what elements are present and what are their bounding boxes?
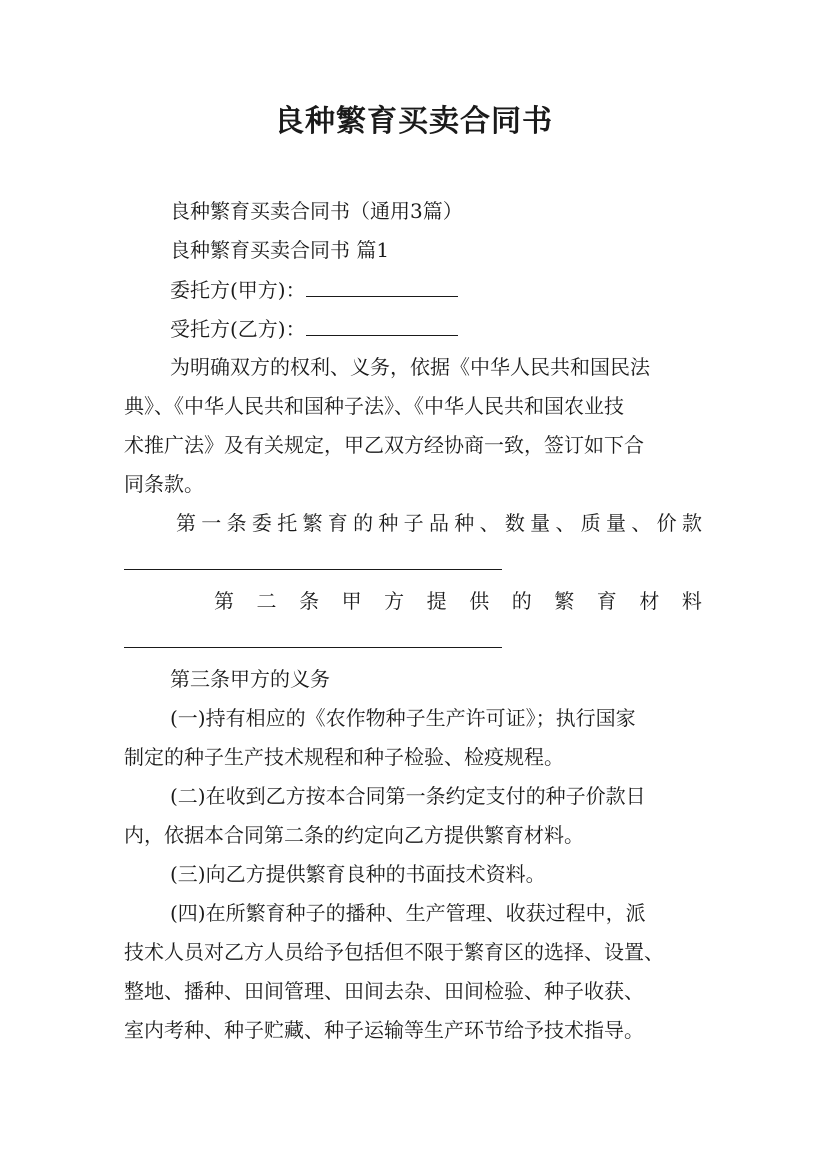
heading-char: 供 [469,589,490,613]
heading-char: 的 [511,589,532,613]
heading-char: 、 [479,511,500,535]
party-b-blank [306,313,458,336]
heading-char: 数 [504,511,525,535]
heading-char: 料 [681,589,702,613]
heading-char: 品 [428,511,449,535]
heading-char: 子 [403,511,424,535]
heading-char: 托 [277,511,298,535]
heading-char: 材 [639,589,660,613]
clause-line: (三)向乙方提供繁育良种的书面技术资料。 [170,862,546,886]
heading-char: 方 [384,589,405,613]
heading-char: 提 [426,589,447,613]
heading-char: 二 [256,589,277,613]
subtitle-line: 良种繁育买卖合同书（通用3篇） [170,199,463,223]
heading-char: 第 [176,511,196,535]
heading-char: 条 [299,589,320,613]
article-1-heading [176,508,702,538]
article-3-heading: 第三条甲方的义务 [170,667,330,691]
heading-char: 育 [327,511,348,535]
heading-char: 量 [530,511,551,535]
heading-char: 量 [606,511,627,535]
heading-char: 条 [226,511,247,535]
paragraph-line: 术推广法》及有关规定，甲乙双方经协商一致，签订如下合 [124,433,644,457]
party-a-blank [306,274,458,297]
party-b-label: 受托方(乙方)： [170,317,306,341]
clause-line: 内，依据本合同第二条的约定向乙方提供繁育材料。 [124,823,584,847]
heading-char: 、 [631,511,652,535]
clause-line: (二)在收到乙方按本合同第一条约定支付的种子价款日 [170,784,646,808]
paragraph-line: 为明确双方的权利、义务，依据《中华人民共和国民法 [170,355,650,379]
clause-line: (四)在所繁育种子的播种、生产管理、收获过程中，派 [170,901,646,925]
heading-char: 的 [353,511,374,535]
clause-line: 制定的种子生产技术规程和种子检验、检疫规程。 [124,745,564,769]
clause-line: 室内考种、种子贮藏、种子运输等生产环节给予技术指导。 [124,1018,644,1042]
heading-char: 质 [580,511,601,535]
heading-char: 一 [201,511,222,535]
party-a-line [170,274,714,305]
clause-line: 整地、播种、田间管理、田间去杂、田间检验、种子收获、 [124,979,644,1003]
paragraph-line: 典》、《中华人民共和国种子法》、《中华人民共和国农业技 [124,394,624,418]
heading-char: 款 [681,511,702,535]
clause-line: (一)持有相应的《农作物种子生产许可证》；执行国家 [170,706,636,730]
heading-char: 价 [656,511,677,535]
heading-char: 、 [555,511,576,535]
heading-char: 繁 [554,589,575,613]
article-2-blank [124,647,502,648]
clause-line: 技术人员对乙方人员给予包括但不限于繁育区的选择、设置、 [124,940,664,964]
section-heading: 良种繁育买卖合同书 篇1 [170,238,390,262]
party-b-line [170,313,714,344]
heading-char: 种 [454,511,475,535]
heading-char: 甲 [341,589,362,613]
heading-char: 育 [596,589,617,613]
article-2-heading [214,586,702,616]
party-a-label: 委托方(甲方)： [170,278,306,302]
paragraph-line: 同条款。 [124,472,204,496]
heading-char: 种 [378,511,399,535]
heading-char: 第 [214,589,234,613]
article-1-blank [124,569,502,570]
document-title: 良种繁育买卖合同书 [274,104,553,139]
heading-char: 繁 [302,511,323,535]
heading-char: 委 [251,511,272,535]
